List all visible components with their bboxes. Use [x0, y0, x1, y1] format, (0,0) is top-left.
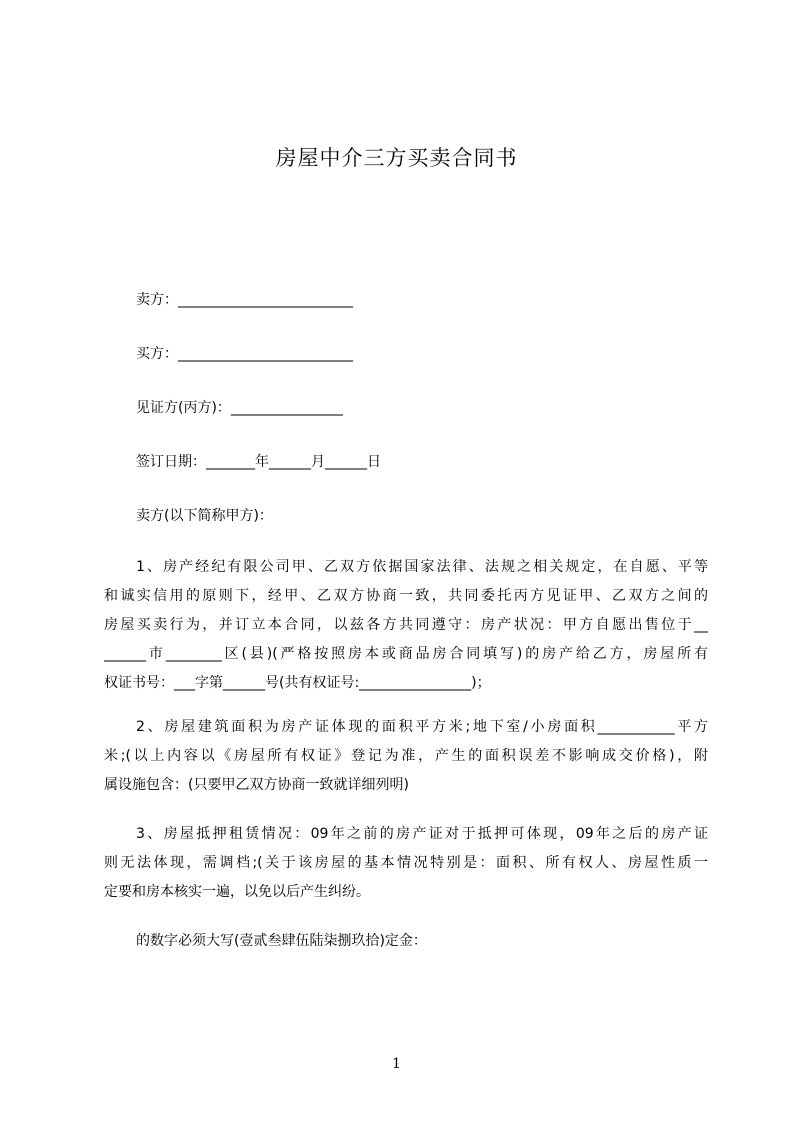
clause-3-paragraph	[104, 820, 708, 907]
clause-1-line: 房屋买卖行为，并订立本合同，以兹各方共同遵守：房产状况：甲方自愿出售位于__	[104, 617, 708, 633]
buyer-field: 买方：_________________________	[136, 346, 353, 362]
page-number: 1	[392, 1056, 401, 1072]
seller-field: 卖方：_________________________	[136, 292, 353, 308]
clause-1-line: 和诚实信用的原则下，经甲、乙双方协商一致，共同委托丙方见证甲、乙双方之间的	[104, 588, 708, 604]
seller-short-name-field: 卖方(以下简称甲方)：	[136, 508, 273, 524]
clause-2-line: 2、房屋建筑面积为房产证体现的面积平方米;地下室/小房面积___________平方	[136, 719, 708, 735]
clause-2-line: 米;(以上内容以《房屋所有权证》登记为准，产生的面积误差不影响成交价格)，附	[104, 748, 708, 764]
clause-1-line: 权证书号：___字第______号(共有权证号:________________)；	[104, 675, 491, 691]
clause-1-line: 1、房产经纪有限公司甲、乙双方依据国家法律、法规之相关规定，在自愿、平等	[136, 559, 708, 575]
clause-1-paragraph	[104, 553, 708, 698]
document-title: 房屋中介三方买卖合同书	[275, 146, 518, 170]
clause-2-line: 属设施包含：(只要甲乙双方协商一致就详细列明)	[104, 777, 409, 793]
amount-capitalization-note: 的数字必须大写(壹贰叁肆伍陆柒捌玖拾)定金：	[136, 933, 427, 949]
clause-3-line: 定要和房本核实一遍，以免以后产生纠纷。	[104, 884, 370, 900]
clause-2-paragraph	[104, 713, 708, 800]
witness-field: 见证方(丙方)：________________	[136, 400, 343, 416]
clause-3-line: 3、房屋抵押租赁情况：09年之前的房产证对于抵押可体现，09年之后的房产证	[136, 826, 708, 842]
sign-date-field: 签订日期：_______年______月______日	[136, 454, 381, 470]
clause-3-line: 则无法体现，需调档;(关于该房屋的基本情况特别是：面积、所有权人、房屋性质一	[104, 855, 708, 871]
clause-1-line: ______市________区(县)(严格按照房本或商品房合同填写)的房产给乙方，房屋所有	[104, 646, 708, 662]
